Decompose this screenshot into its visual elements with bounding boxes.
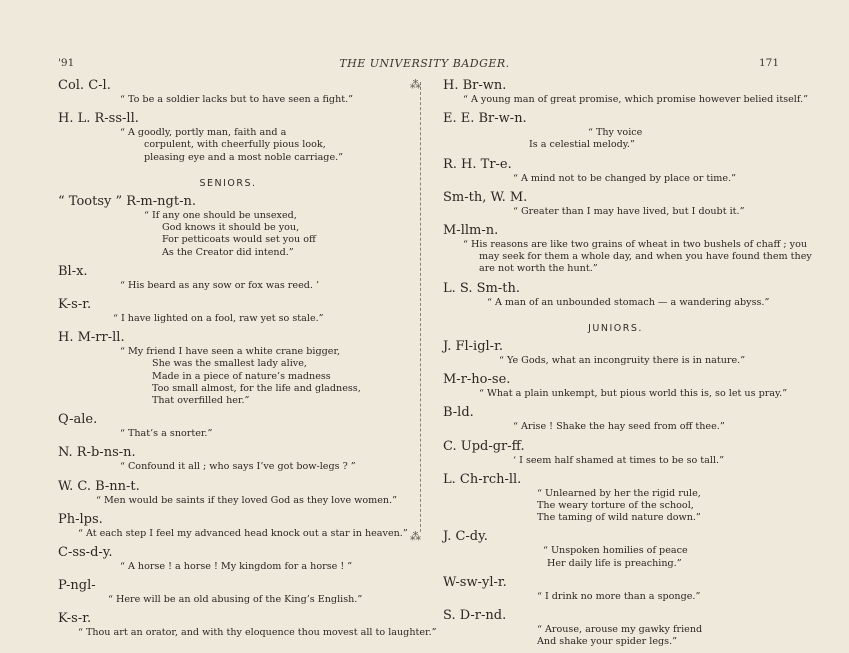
entry: [58, 611, 437, 639]
entry: [443, 405, 788, 433]
entry: [443, 190, 788, 218]
entry-quote: Is a celestial melody.”: [529, 139, 635, 151]
entry-quote: “ A goodly, portly man, faith and a: [120, 127, 287, 139]
entry-quote: Her daily life is preaching.”: [547, 557, 682, 569]
entry-quote: ‘ I seem half shamed at times to be so tall.”: [513, 454, 724, 466]
entry: [58, 264, 398, 292]
entry-quote: “ I drink no more than a sponge.”: [537, 590, 701, 602]
entry-quote: “ Greater than I may have lived, but I doubt it.”: [513, 205, 745, 217]
entry-name: H. Br-wn.: [443, 78, 507, 93]
entry-quote: For petticoats would set you off: [162, 234, 316, 246]
entry-quote: “ His beard as any sow or fox was reed. ’: [120, 279, 320, 291]
column-divider: [420, 82, 425, 532]
entry-quote: “ Thou art an orator, and with thy eloquence thou movest all to laughter.”: [78, 627, 437, 639]
entry-quote: “ My friend I have seen a white crane bigger,: [120, 346, 341, 358]
entry: [443, 608, 788, 648]
entry-name: C-ss-d-y.: [58, 545, 113, 561]
entry-quote: “ At each step I feel my advanced head knock out a star in heaven.”: [78, 527, 408, 539]
entry-quote: “ Unlearned by her the rigid rule,: [537, 487, 701, 499]
entry-quote: That overfilled her.”: [152, 395, 250, 407]
entry-quote: “ Men would be saints if they loved God as they love women.”: [96, 494, 398, 506]
entry: [58, 330, 398, 407]
entry: [443, 372, 788, 400]
entry-quote: “ Arouse, arouse my gawky friend: [537, 624, 703, 636]
entry-quote: “ A mind not to be changed by place or time.”: [513, 172, 737, 184]
entry-name: H. M-rr-ll.: [58, 330, 125, 346]
entry: [58, 545, 398, 573]
entry-quote: pleasing eye and a most noble carriage.”: [144, 151, 344, 163]
entry-name: Bl-x.: [58, 263, 88, 279]
entry-name: M-r-ho-se.: [443, 372, 511, 388]
page-number: 171: [758, 57, 779, 69]
entry-quote: As the Creator did intend.”: [162, 246, 294, 258]
entry-name: W. C. B-nn-t.: [58, 478, 140, 494]
entry-name: Ph-lps.: [58, 511, 103, 527]
entry-quote: “ Thy voice: [588, 127, 643, 139]
entry-quote: corpulent, with cheerfully pious look,: [144, 139, 326, 151]
entry: [443, 575, 788, 603]
entry: [443, 78, 809, 106]
entry-name: L. Ch-rch-ll.: [443, 471, 522, 487]
entry-quote: “ If any one should be unsexed,: [144, 210, 297, 222]
entry-quote: “ To be a soldier lacks but to have seen a fight.”: [120, 94, 354, 105]
entry: [443, 439, 788, 467]
entry: [443, 281, 788, 309]
entry-quote: may seek for them a whole day, and when you have found them they: [479, 251, 812, 263]
entry: [58, 297, 398, 325]
entry: [443, 223, 812, 276]
right-column: [443, 78, 812, 653]
entry-quote: are not worth the hunt.”: [479, 263, 598, 275]
entry-quote: “ A young man of great promise, which promise however belied itself.”: [463, 94, 809, 105]
entry: [443, 472, 788, 525]
entry-name: M-llm-n.: [443, 223, 499, 239]
entry-quote: “ Arise ! Shake the hay seed from off thee.”: [513, 421, 725, 433]
running-title: THE UNIVERSITY BADGER.: [339, 57, 510, 70]
ornament-top-icon: ⁂: [410, 78, 421, 91]
entry: [443, 157, 788, 185]
entry-quote: “ What a plain unkempt, but pious world this is, so let us pray.”: [479, 388, 788, 400]
entry-quote: God knows it should be you,: [162, 222, 300, 234]
entry-name: J. Fl-igl-r.: [443, 339, 503, 355]
entry-name: L. S. Sm-th.: [443, 280, 520, 296]
entry: [58, 578, 398, 606]
entry: [58, 78, 398, 106]
entry-quote: “ Unspoken homilies of peace: [543, 545, 688, 557]
entry-quote: “ That’s a snorter.”: [120, 428, 213, 440]
entry-quote: And shake your spider legs.”: [537, 636, 678, 648]
entry-quote: The weary torture of the school,: [537, 500, 694, 512]
entry-name: K-s-r.: [58, 611, 92, 627]
entry-name: H. L. R-ss-ll.: [58, 111, 139, 127]
entry-quote: “ His reasons are like two grains of wheat in two bushels of chaff ; you: [463, 239, 808, 251]
entry: [443, 339, 788, 367]
entry-quote: The taming of wild nature down.”: [537, 512, 701, 524]
entry: [443, 111, 788, 151]
entry-name: J. C-dy.: [443, 529, 488, 545]
entry: [58, 412, 398, 440]
entry: [58, 511, 408, 540]
year-label: '91: [58, 57, 75, 69]
entry: [58, 194, 398, 259]
entry-name: B-ld.: [443, 405, 474, 421]
entry-name: R. H. Tr-e.: [443, 156, 512, 172]
entry: [58, 111, 398, 164]
entry-quote: “ A horse ! a horse ! My kingdom for a horse ! ”: [120, 561, 353, 573]
section-heading-juniors: JUNIORS.: [588, 322, 643, 334]
entry-name: Q-ale.: [58, 412, 98, 428]
entry: [58, 445, 398, 473]
entry-name: Sm-th, W. M.: [443, 189, 528, 205]
left-column: [58, 78, 437, 645]
entry-name: N. R-b-ns-n.: [58, 445, 136, 461]
ornament-bottom-icon: ⁂: [410, 530, 421, 543]
entry-quote: “ Confound it all ; who says I’ve got bow-legs ? ”: [120, 461, 356, 473]
entry-name: Col. C-l.: [58, 78, 111, 93]
entry: [443, 529, 788, 569]
section-heading-seniors: SENIORS.: [199, 177, 257, 189]
entry-quote: “ Ye Gods, what an incongruity there is in nature.”: [499, 355, 746, 367]
entry-name: “ Tootsy ” R-m-ngt-n.: [58, 194, 196, 210]
entry-name: K-s-r.: [58, 297, 92, 313]
entry: [58, 479, 398, 507]
entry-quote: “ A man of an unbounded stomach — a wandering abyss.”: [487, 296, 770, 308]
entry-quote: “ Here will be an old abusing of the King’s English.”: [108, 594, 363, 606]
entry-quote: Made in a piece of nature’s madness: [152, 370, 331, 382]
entry-name: W-sw-yl-r.: [443, 574, 507, 590]
entry-quote: She was the smallest lady alive,: [152, 358, 307, 370]
entry-name: P-ngl-: [58, 578, 96, 594]
entry-quote: “ I have lighted on a fool, raw yet so stale.”: [113, 313, 324, 325]
entry-quote: Too small almost, for the life and gladness,: [152, 382, 361, 394]
entry-name: E. E. Br-w-n.: [443, 111, 527, 127]
entry-name: C. Upd-gr-ff.: [443, 438, 525, 454]
entry-name: S. D-r-nd.: [443, 608, 507, 624]
